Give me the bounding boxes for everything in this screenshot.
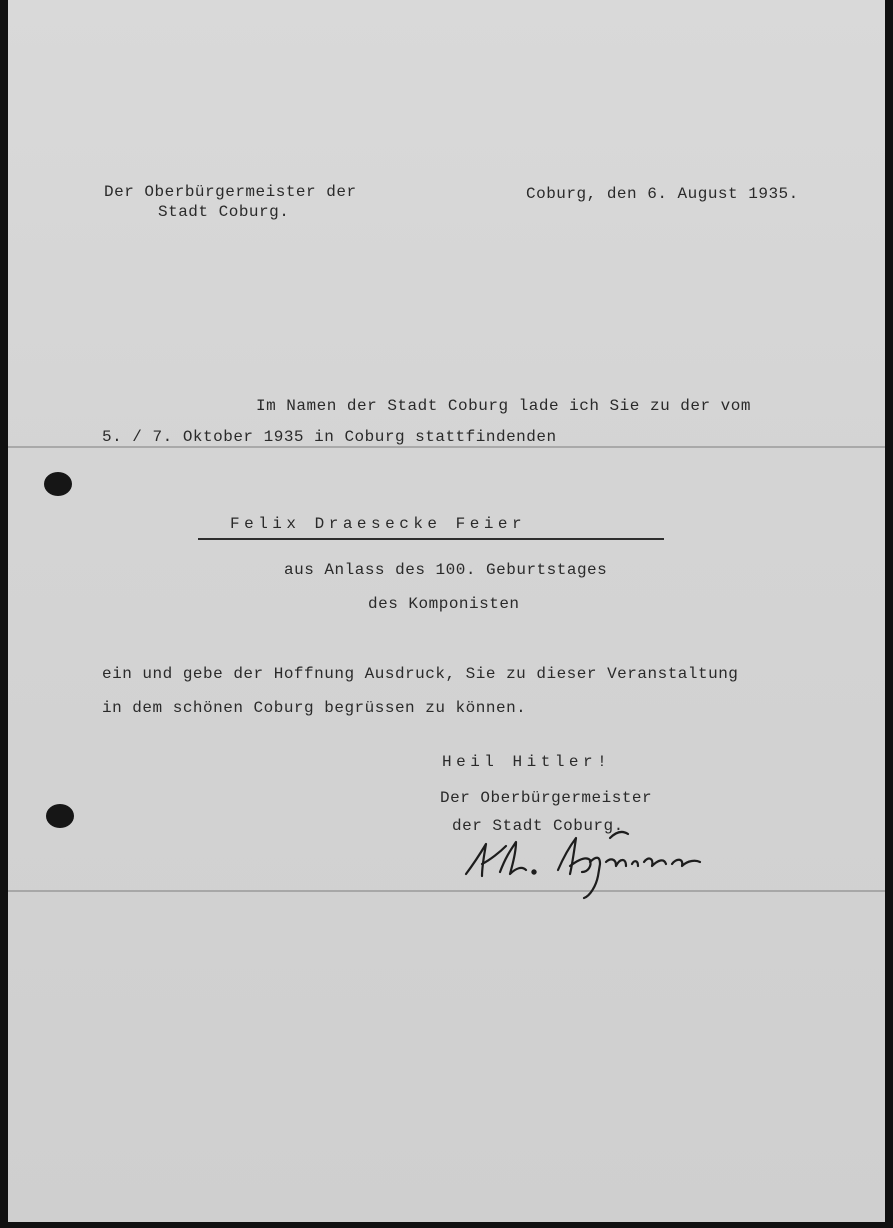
sender-line-2: Stadt Coburg. xyxy=(158,203,290,221)
sender-line-1: Der Oberbürgermeister der xyxy=(104,183,357,201)
signatory-title-2: der Stadt Coburg. xyxy=(452,817,624,835)
handwritten-signature xyxy=(460,826,720,902)
event-title-underline xyxy=(198,538,664,540)
body-line-2: 5. / 7. Oktober 1935 in Coburg stattfindenden xyxy=(102,428,557,446)
punch-hole-lower xyxy=(46,804,74,828)
body-line-1: Im Namen der Stadt Coburg lade ich Sie zu der vom xyxy=(256,397,751,415)
body-line-4: in dem schönen Coburg begrüssen zu können. xyxy=(102,699,527,717)
event-subtitle-1: aus Anlass des 100. Geburtstages xyxy=(284,561,608,579)
signatory-title-1: Der Oberbürgermeister xyxy=(440,789,653,807)
body-line-3: ein und gebe der Hoffnung Ausdruck, Sie zu dieser Veranstaltung xyxy=(102,665,739,683)
punch-hole-upper xyxy=(44,472,72,496)
closing-salutation: Heil Hitler! xyxy=(442,753,612,771)
event-title: Felix Draesecke Feier xyxy=(230,515,527,533)
place-date: Coburg, den 6. August 1935. xyxy=(526,185,799,203)
letter-sheet xyxy=(8,0,885,1222)
fold-crease-lower xyxy=(8,890,885,892)
event-subtitle-2: des Komponisten xyxy=(368,595,520,613)
